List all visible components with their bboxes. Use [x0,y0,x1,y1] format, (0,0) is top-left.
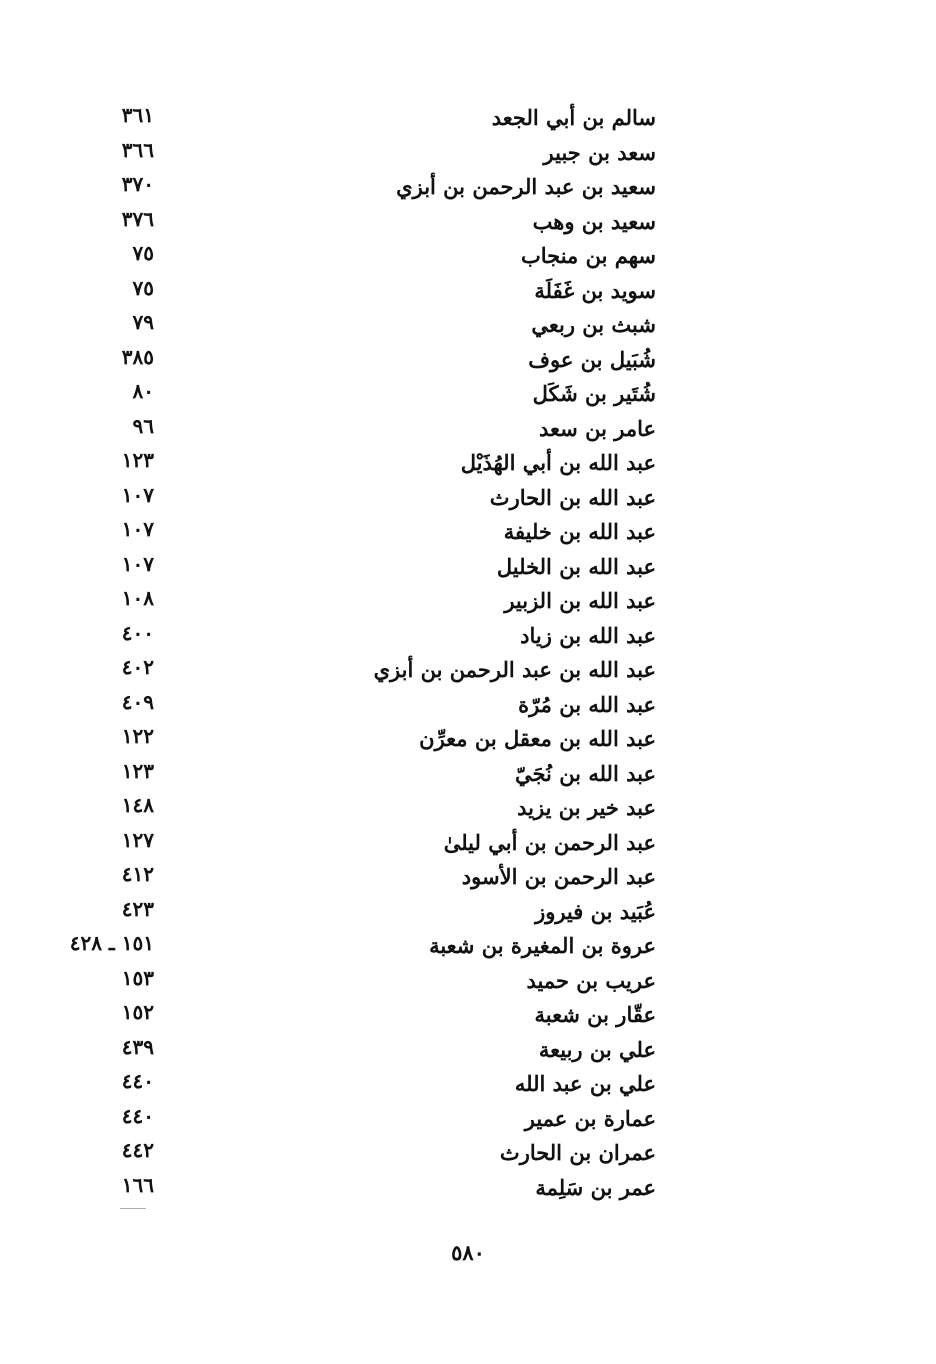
index-entry [0,620,936,655]
index-entry [0,171,936,206]
entry-name: سويد بن غَفَلَة [534,277,656,303]
entry-name: علي بن ربيعة [538,1036,656,1062]
entry-name: عبد الرحمن بن الأسود [461,864,656,889]
entry-name: سعد بن جبير [543,139,656,165]
entry-page-numbers: ٣٨٥ [121,344,154,369]
entry-name: عمران بن الحارث [499,1140,656,1165]
entry-page-numbers: ١٠٧ [121,482,154,507]
index-entry [0,896,936,931]
entry-name: سالم بن أبي الجعد [491,105,656,130]
entry-page-numbers: ٤٤٢ [121,1138,154,1162]
index-entry [0,240,936,275]
entry-page-numbers: ١٢٢ [121,724,154,748]
index-entry [0,1034,936,1069]
entry-name: شُبَيل بن عوف [528,346,656,372]
index-entry [0,1172,936,1207]
index-entry [0,1068,936,1103]
index-entry [0,689,936,724]
index-entry [0,447,936,482]
entry-name: سهم بن منجاب [520,243,656,268]
divider [120,1208,146,1209]
index-entry [0,137,936,172]
entry-page-numbers: ٧٩ [132,310,154,334]
entry-name: عبد الله بن زياد [520,622,656,648]
entry-page-numbers: ١٠٧ [121,517,154,541]
entry-name: عبد الله بن عبد الرحمن بن أبزي [373,657,656,682]
index-entry [0,378,936,413]
entry-name: شُتَير بن شَكَل [532,381,656,406]
entry-name: عبد الله بن أبي الهُذَيْل [460,450,656,475]
entry-page-numbers: ٧٥ [132,241,154,265]
entry-page-numbers: ٣٧٦ [121,206,154,231]
page-number: ٥٨٠ [451,1240,485,1265]
entry-page-numbers: ٤٠٠ [121,620,154,645]
entry-page-numbers: ٣٦٦ [121,137,154,162]
index-entry [0,999,936,1034]
entry-page-numbers: ٤٠٩ [121,689,154,714]
index-entry [0,551,936,586]
entry-name: عبد الله بن خليفة [503,519,656,544]
index-entry [0,1103,936,1138]
index-entry [0,930,936,965]
entry-page-numbers: ١٢٣ [121,758,154,783]
entry-page-numbers: ١٠٧ [121,551,154,576]
index-entry [0,1137,936,1172]
entry-name: عمر بن سَلِمة [535,1174,656,1200]
index-entry [0,344,936,379]
entry-page-numbers: ١٦٦ [121,1172,154,1197]
entry-page-numbers: ١٠٨ [121,586,154,610]
index-entry [0,275,936,310]
entry-page-numbers: ١٢٣ [121,448,154,472]
entry-name: عريب بن حميد [526,967,656,993]
index-list [0,102,936,1206]
index-entry [0,758,936,793]
entry-name: عقّار بن شعبة [534,1002,656,1027]
entry-name: علي بن عبد الله [514,1071,656,1096]
entry-name: عبد الله بن مُرّة [518,691,656,717]
entry-page-numbers: ٤٤٠ [121,1069,154,1093]
index-entry [0,413,936,448]
index-entry [0,309,936,344]
entry-page-numbers: ١٥١ ـ ٤٢٨ [69,931,154,955]
entry-page-numbers: ٤١٢ [121,862,154,886]
entry-name: عبد خير بن يزيد [517,795,656,820]
entry-page-numbers: ٧٥ [132,275,154,300]
entry-page-numbers: ٤٤٠ [121,1103,154,1128]
entry-name: عبد الرحمن بن أبي ليلىٰ [443,829,656,855]
entry-page-numbers: ١٢٧ [121,827,154,852]
index-entry [0,585,936,620]
entry-page-numbers: ٣٧٠ [121,172,154,196]
entry-name: سعيد بن عبد الرحمن بن أبزي [396,174,656,199]
index-entry [0,965,936,1000]
entry-page-numbers: ٩٦ [132,413,154,438]
entry-name: عبد الله بن الحارث [489,484,656,510]
index-entry [0,482,936,517]
entry-page-numbers: ٤٠٢ [121,655,154,679]
entry-page-numbers: ١٥٣ [121,965,154,990]
entry-name: عبد الله بن معقل بن معرِّن [419,726,656,751]
entry-name: شبث بن ربعي [531,312,656,337]
entry-page-numbers: ٤٣٩ [121,1034,154,1059]
entry-page-numbers: ٤٢٣ [121,896,154,921]
index-entry [0,516,936,551]
entry-page-numbers: ١٤٨ [121,793,154,817]
index-entry [0,102,936,137]
index-entry [0,206,936,241]
entry-page-numbers: ١٥٢ [121,1000,154,1024]
entry-name: عامر بن سعد [539,415,656,441]
entry-name: سعيد بن وهب [532,208,656,234]
index-entry [0,723,936,758]
entry-name: عبد الله بن نُجَيّ [514,760,656,786]
entry-page-numbers: ٨٠ [132,379,154,403]
index-entry [0,861,936,896]
index-entry [0,792,936,827]
entry-name: عروة بن المغيرة بن شعبة [429,933,656,958]
index-entry [0,654,936,689]
entry-name: عبد الله بن الخليل [496,553,656,579]
entry-name: عبد الله بن الزبير [504,588,656,613]
entry-page-numbers: ٣٦١ [121,103,154,127]
entry-name: عمارة بن عمير [524,1105,656,1131]
entry-name: عُبَيد بن فيروز [535,898,656,924]
index-entry [0,827,936,862]
